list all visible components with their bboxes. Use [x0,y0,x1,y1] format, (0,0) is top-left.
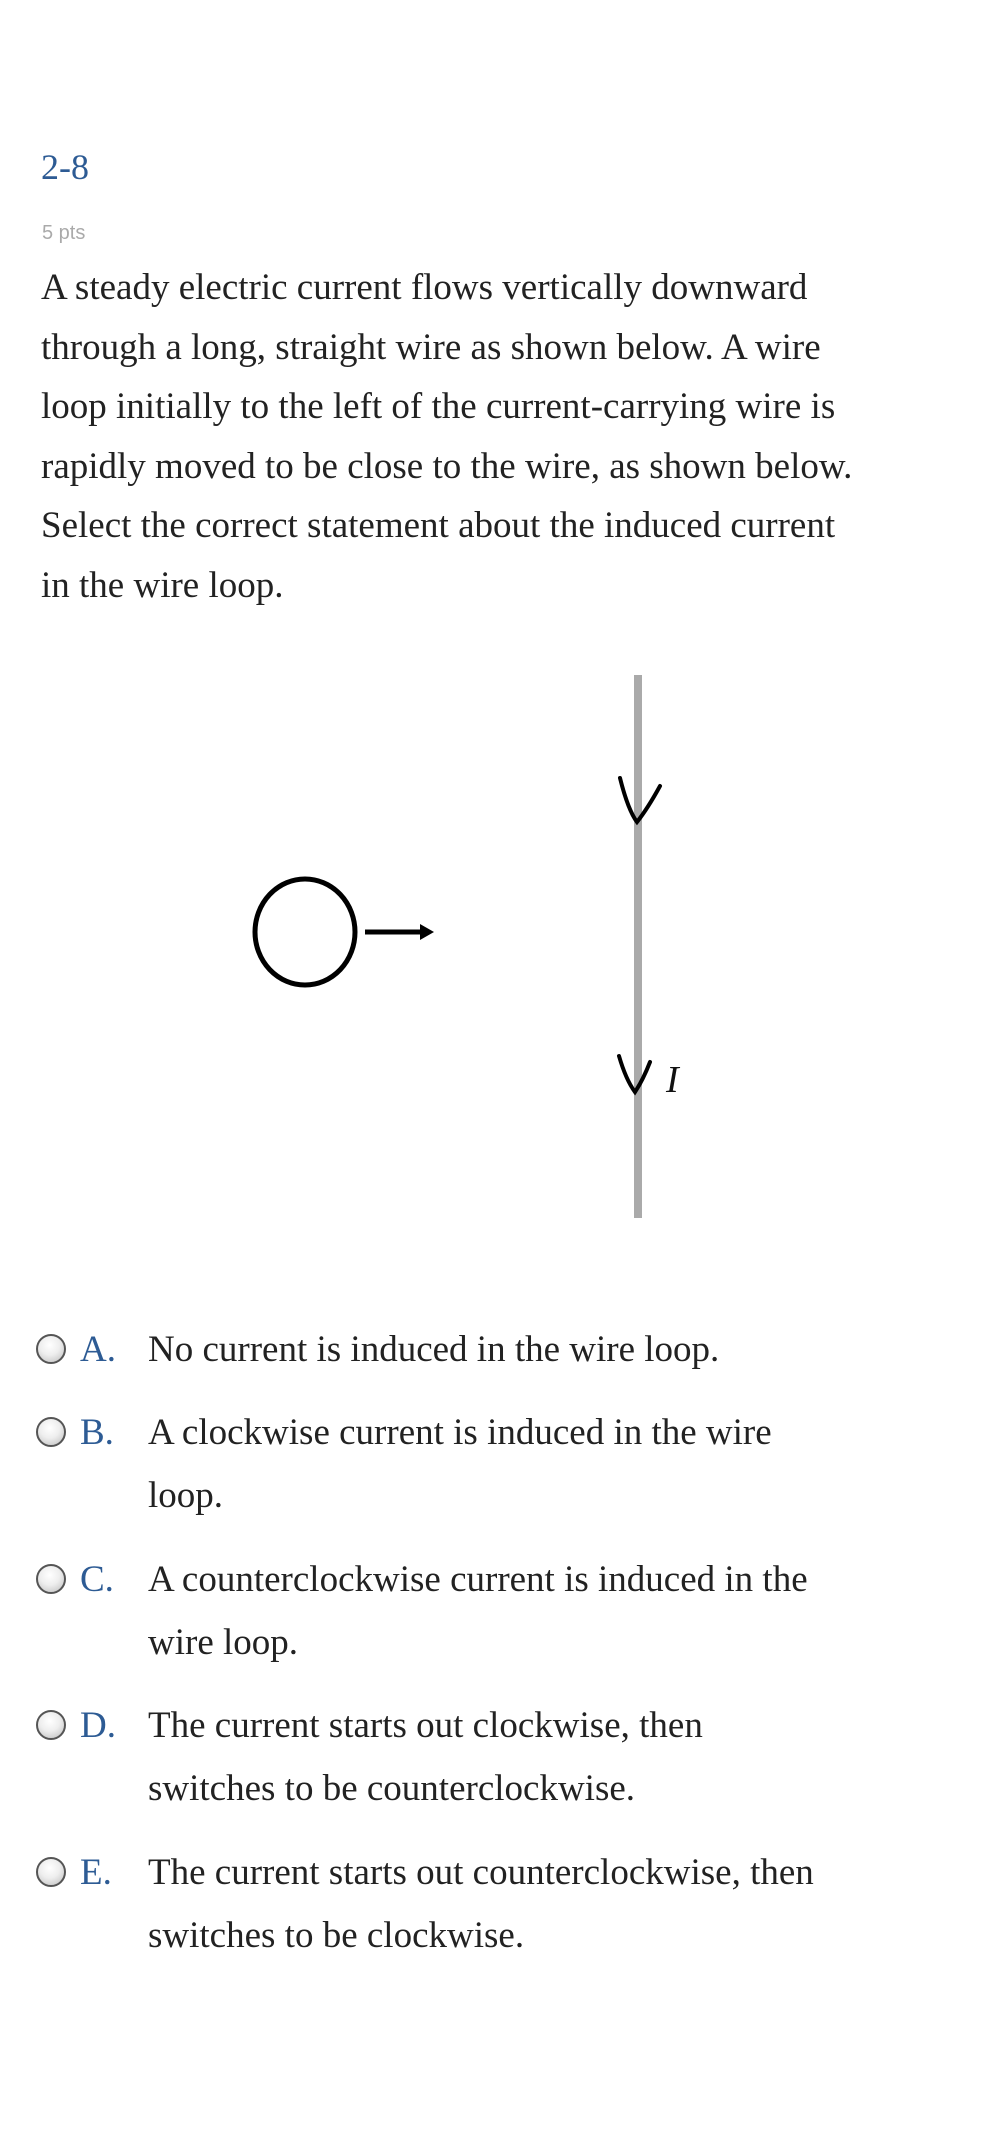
wire-loop-diagram [0,640,986,1240]
motion-arrow-head [420,924,434,940]
option-c[interactable] [0,1548,986,1668]
option-line: A clockwise current is induced in the wire [148,1412,772,1453]
option-b[interactable] [0,1401,986,1521]
stem-line: rapidly moved to be close to the wire, as shown below. [41,445,853,487]
option-line: wire loop. [148,1622,299,1663]
current-label: I [666,1059,679,1101]
stem-line: loop initially to the left of the current-carrying wire is [41,386,836,428]
option-line: A counterclockwise current is induced in the [148,1559,808,1600]
stem-line: A steady electric current flows vertically downward [41,267,808,308]
option-letter: C. [80,1559,114,1600]
option-line: switches to be clockwise. [148,1915,525,1956]
stem-line: through a long, straight wire as shown below. A wire [41,326,821,368]
radio-button[interactable] [36,1334,66,1364]
option-letter: A. [80,1329,116,1370]
radio-button[interactable] [36,1710,66,1740]
option-text [148,1694,703,1820]
option-letter: E. [80,1852,112,1893]
option-line: No current is induced in the wire loop. [148,1329,720,1370]
option-text [148,1841,814,1967]
option-d[interactable] [0,1694,986,1814]
option-text [148,1401,772,1527]
option-letter: B. [80,1412,114,1453]
question-stem [41,258,852,616]
stem-line: in the wire loop. [41,564,284,606]
option-line: switches to be counterclockwise. [148,1768,636,1809]
option-e[interactable] [0,1841,986,1961]
option-line: The current starts out clockwise, then [148,1705,703,1746]
option-line: The current starts out counterclockwise, then [148,1852,814,1893]
points-label: 5 pts [42,222,86,244]
radio-button[interactable] [36,1857,66,1887]
option-letter: D. [80,1705,116,1746]
radio-button[interactable] [36,1417,66,1447]
option-line: loop. [148,1475,224,1516]
option-text [148,1548,808,1674]
stem-line: Select the correct statement about the induced current [41,505,836,547]
wire-loop [255,879,355,985]
radio-button[interactable] [36,1564,66,1594]
question-title: 2-8 [41,147,89,187]
option-text [148,1318,719,1381]
